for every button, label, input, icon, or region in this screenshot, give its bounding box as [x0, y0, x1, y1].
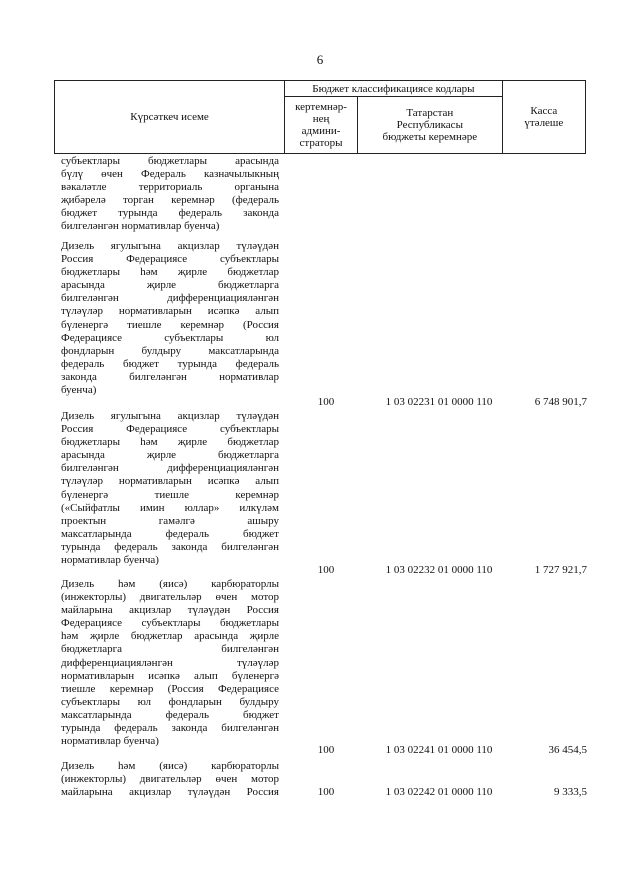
cash-amount: 9 333,5 — [554, 786, 587, 798]
row-text: Дизель һәм (яисә) карбюраторлы (инжекторлы) двигательләр өчен мотор майларына акцизлар түләүдән Россия — [61, 760, 279, 799]
admin-code: 100 — [317, 564, 335, 576]
budget-code: 1 03 02241 01 0000 110 — [385, 744, 493, 756]
budget-code: 1 03 02232 01 0000 110 — [385, 564, 493, 576]
admin-header: кертемнәр- нең админи- страторы — [285, 97, 358, 154]
indicator-header: Күрсәткеч исеме — [55, 81, 285, 154]
row-text: субъектлары бюджетлары арасында бүлү өчен Федераль казначылыкның вәкаләтле территориаль органына җибәрелә торган керемнәр (федераль бюджет турында федераль законда билгеләнгән нормативлар буенча) — [61, 155, 279, 233]
row-text: Дизель ягулыгына акцизлар түләүдән Россия Федерациясе субъектлары бюджетлары һәм җирле бюджетлар арасында җирле бюджетларга билгеләнгән дифференциацияләнгән түләүләр нормативларын исәпкә алып бүленергә тиешле керемнәр (Россия Федерациясе субъектлары юл фондларын булдыру максатларында федераль бюджет турында федераль законда билгеләнгән нормативлар буенча) — [61, 240, 279, 397]
budget-code: 1 03 02242 01 0000 110 — [385, 786, 493, 798]
admin-code: 100 — [317, 744, 335, 756]
budget-class-header: Бюджет классификациясе кодлары — [285, 81, 503, 97]
admin-code: 100 — [317, 396, 335, 408]
cash-header: Касса үтәлеше — [502, 81, 585, 154]
cash-amount: 1 727 921,7 — [534, 564, 587, 576]
rt-budget-header: Татарстан Республикасы бюджеты керемнәре — [357, 97, 502, 154]
cash-amount: 6 748 901,7 — [534, 396, 587, 408]
admin-code: 100 — [317, 786, 335, 798]
budget-code: 1 03 02231 01 0000 110 — [385, 396, 493, 408]
row-text: Дизель һәм (яисә) карбюраторлы (инжекторлы) двигательләр өчен мотор майларына акцизлар түләүдән Россия Федерациясе субъектлары бюджетлары һәм җирле бюджетлар арасында җирле бюджетларга билгеләнгән дифференциацияләнгән түләүләр нормативларын исәпкә алып бүленергә тиешле керемнәр (Россия Федерациясе субъектлары юл фондларын булдыру максатларында федераль бюджет турында федераль законда билгеләнгән нормативлар буенча) — [61, 578, 279, 748]
table-header — [54, 80, 586, 154]
cash-amount: 36 454,5 — [548, 744, 587, 756]
row-text: Дизель ягулыгына акцизлар түләүдән Россия Федерациясе субъектлары бюджетлары һәм җирле бюджетлар арасында җирле бюджетларга билгеләнгән дифференциацияләнгән түләүләр нормативларын исәпкә алып бүленергә тиешле керемнәр («Сыйфатлы имин юллар» илкүләм проектын гамәлгә ашыру максатларында федераль бюджет турында федераль законда билгеләнгән нормативлар буенча) — [61, 410, 279, 567]
page-number: 6 — [316, 52, 324, 67]
